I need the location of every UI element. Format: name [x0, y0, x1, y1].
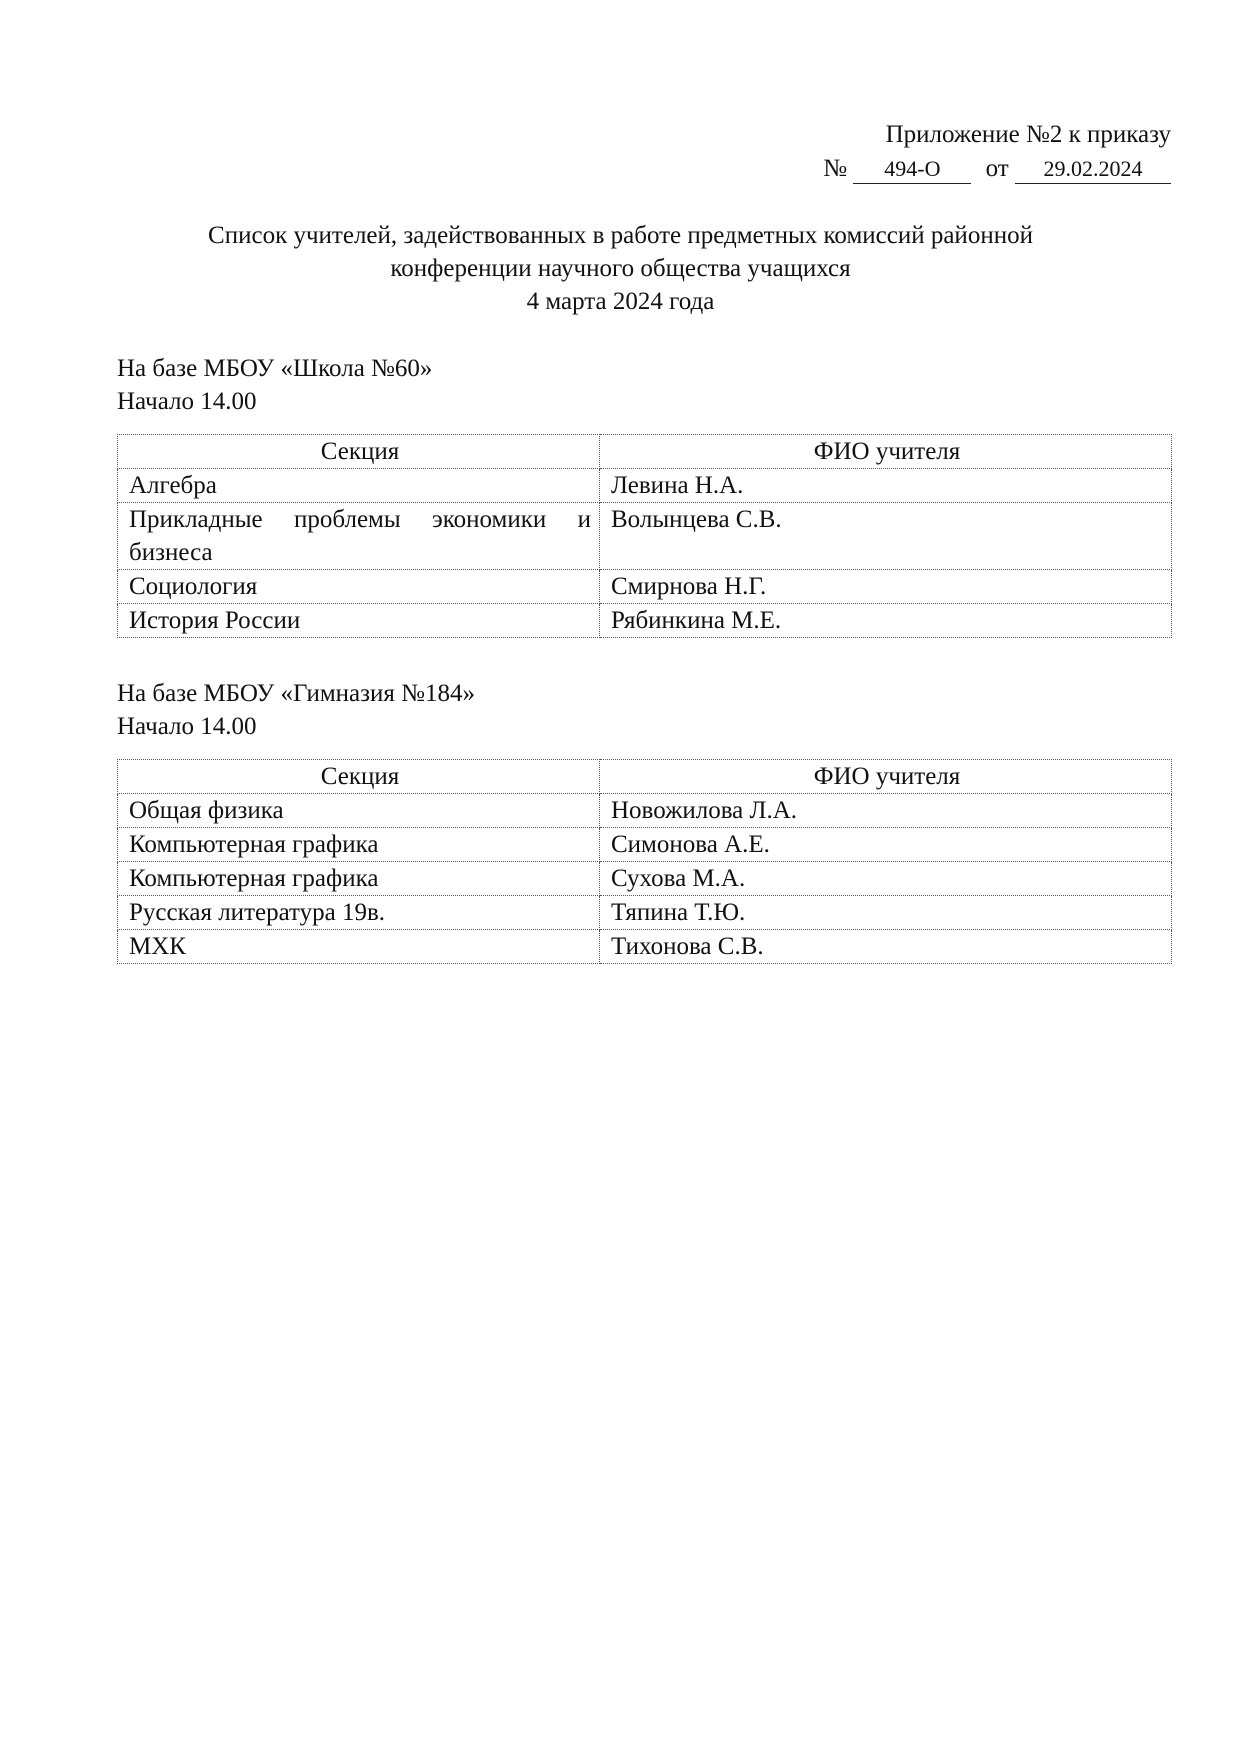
section-cell: Общая физика	[118, 794, 600, 828]
table-row	[118, 862, 1172, 896]
teacher-cell: Сухова М.А.	[600, 862, 1172, 896]
column-header-teacher: ФИО учителя	[600, 760, 1172, 794]
table-row	[118, 896, 1172, 930]
table-row	[118, 828, 1172, 862]
appendix-header	[823, 118, 1171, 185]
title-line-1: Список учителей, задействованных в работе предметных комиссий районной	[208, 222, 1033, 249]
teacher-cell: Смирнова Н.Г.	[600, 570, 1172, 604]
teacher-cell: Новожилова Л.А.	[600, 794, 1172, 828]
document-title	[0, 219, 1241, 318]
teacher-cell: Тяпина Т.Ю.	[600, 896, 1172, 930]
teacher-cell: Тихонова С.В.	[600, 930, 1172, 964]
title-line-2: конференции научного общества учащихся	[390, 255, 851, 282]
number-sign: №	[823, 155, 848, 182]
section-school-60	[117, 352, 1172, 638]
section-cell: Алгебра	[118, 469, 600, 503]
title-line-3: 4 марта 2024 года	[526, 288, 715, 315]
order-reference	[823, 152, 1171, 185]
appendix-title: Приложение №2 к приказу	[885, 121, 1171, 148]
section-base: На базе МБОУ «Гимназия №184»	[117, 680, 475, 707]
table-row	[118, 570, 1172, 604]
section-cell: Компьютерная графика	[118, 828, 600, 862]
table-row	[118, 930, 1172, 964]
order-date: 29.02.2024	[1015, 155, 1171, 184]
table-row	[118, 503, 1172, 570]
section-cell: Русская литература 19в.	[118, 896, 600, 930]
section-gymnasium-184	[117, 677, 1172, 964]
teacher-cell: Симонова А.Е.	[600, 828, 1172, 862]
table-row	[118, 469, 1172, 503]
teachers-table	[117, 434, 1172, 638]
section-cell: Прикладные проблемы экономики и бизнеса	[118, 503, 600, 570]
from-word: от	[985, 155, 1009, 182]
table-header-row	[118, 435, 1172, 469]
section-cell: Компьютерная графика	[118, 862, 600, 896]
section-cell: МХК	[118, 930, 600, 964]
teacher-cell: Левина Н.А.	[600, 469, 1172, 503]
table-header-row	[118, 760, 1172, 794]
column-header-section: Секция	[118, 435, 600, 469]
table-row	[118, 604, 1172, 638]
column-header-teacher: ФИО учителя	[600, 435, 1172, 469]
section-base: На базе МБОУ «Школа №60»	[117, 355, 433, 382]
section-cell: История России	[118, 604, 600, 638]
order-number: 494-О	[853, 155, 971, 184]
section-start-time: Начало 14.00	[117, 713, 257, 740]
table-row	[118, 794, 1172, 828]
teachers-table	[117, 759, 1172, 964]
column-header-section: Секция	[118, 760, 600, 794]
teacher-cell: Рябинкина М.Е.	[600, 604, 1172, 638]
teacher-cell: Волынцева С.В.	[600, 503, 1172, 570]
section-start-time: Начало 14.00	[117, 388, 257, 415]
section-cell: Социология	[118, 570, 600, 604]
